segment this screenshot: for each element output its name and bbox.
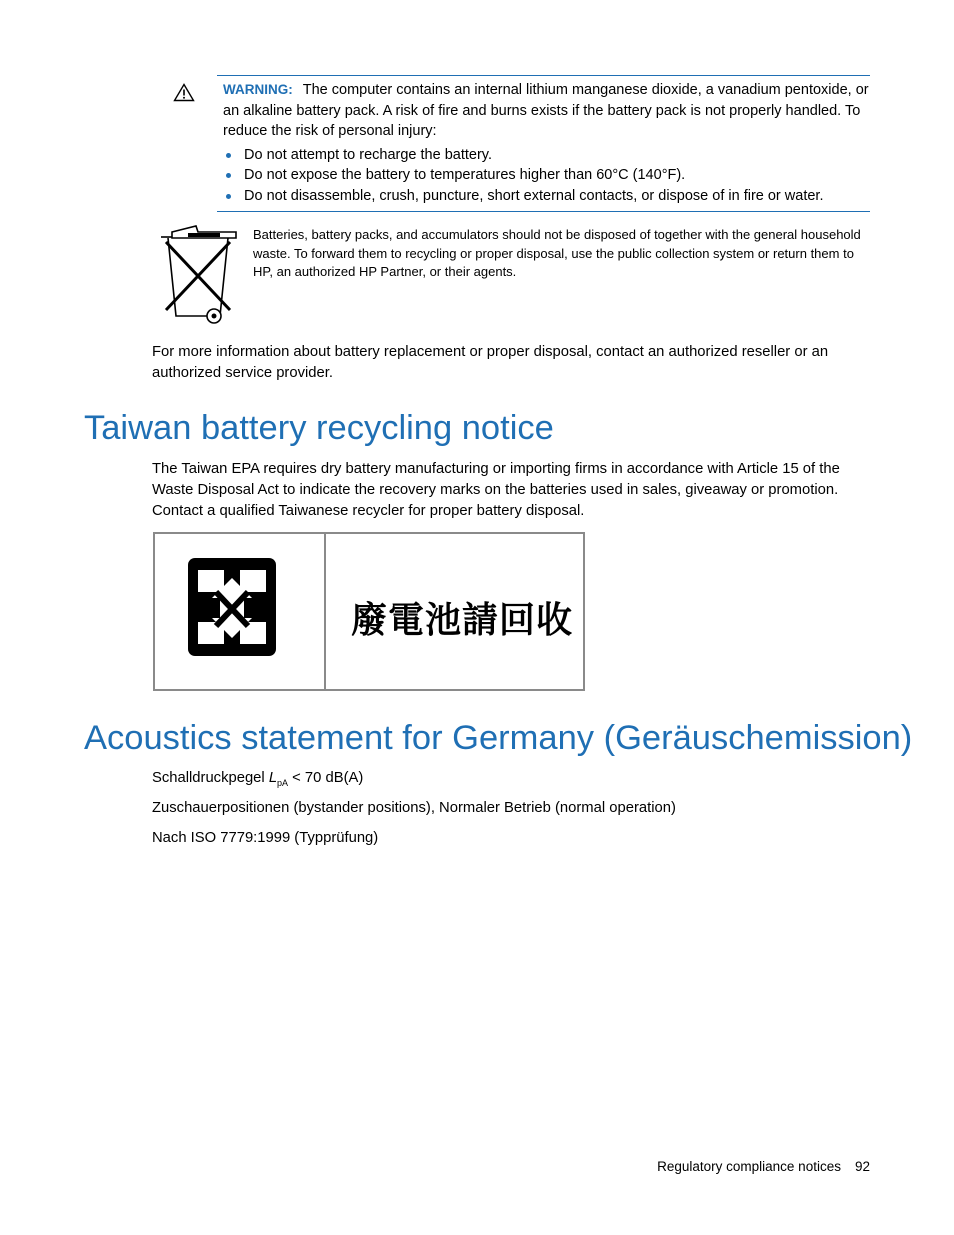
acoustics-prefix: Schalldruckpegel <box>152 770 269 786</box>
taiwan-paragraph: The Taiwan EPA requires dry battery manufacturing or importing firms in accordance with Article 15 of the Waste Disposal Act to indicate the recovery marks on the batteries used in sales, giveaway or promotion. Contact a qualified Taiwanese recycler for proper battery disposal. <box>152 461 840 519</box>
warning-list-item: Do not expose the battery to temperatures higher than 60°C (140°F). <box>223 165 870 186</box>
figure-divider <box>324 534 326 689</box>
warning-text: The computer contains an internal lithium manganese dioxide, a vanadium pentoxide, or an alkaline battery pack. A risk of fire and burns exists if the battery pack is not properly handled. To reduce the risk of personal injury: <box>223 82 869 139</box>
acoustics-heading: Acoustics statement for Germany (Geräuschemission) <box>84 719 913 757</box>
acoustics-symbol: L <box>268 770 278 786</box>
taiwan-heading: Taiwan battery recycling notice <box>84 409 554 447</box>
more-info-paragraph: For more information about battery replacement or proper disposal, contact an authorized reseller or an authorized service provider. <box>152 344 829 381</box>
acoustics-suffix: < 70 dB(A) <box>288 770 364 786</box>
page-footer <box>657 1159 870 1174</box>
warning-list-item: Do not attempt to recharge the battery. <box>223 145 870 166</box>
acoustics-line-1 <box>152 768 363 794</box>
warning-list-item: Do not disassemble, crush, puncture, short external contacts, or dispose of in fire or water. <box>223 186 870 207</box>
acoustics-subscript: pA <box>277 777 289 788</box>
warning-block <box>217 75 870 212</box>
warning-paragraph <box>223 80 870 142</box>
disposal-text: Batteries, battery packs, and accumulators should not be disposed of together with the general household waste. To forward them to recycling or proper disposal, use the public collection system or return them to HP, an authorized HP Partner, or their agents. <box>253 227 861 280</box>
warning-list <box>223 145 870 207</box>
taiwan-recycling-text: 廢電池請回收 <box>351 599 574 641</box>
footer-section-title: Regulatory compliance notices <box>657 1159 841 1174</box>
acoustics-line-2: Zuschauerpositionen (bystander positions), Normaler Betrieb (normal operation) <box>152 800 676 816</box>
taiwan-recycling-figure <box>153 532 585 691</box>
acoustics-line-3: Nach ISO 7779:1999 (Typprüfung) <box>152 830 379 846</box>
crossed-out-wheelie-bin-icon <box>158 224 240 326</box>
page-number: 92 <box>854 1159 870 1174</box>
taiwan-recycling-mark-icon <box>186 556 278 658</box>
warning-triangle-icon <box>173 83 195 102</box>
warning-label: WARNING: <box>223 82 293 97</box>
